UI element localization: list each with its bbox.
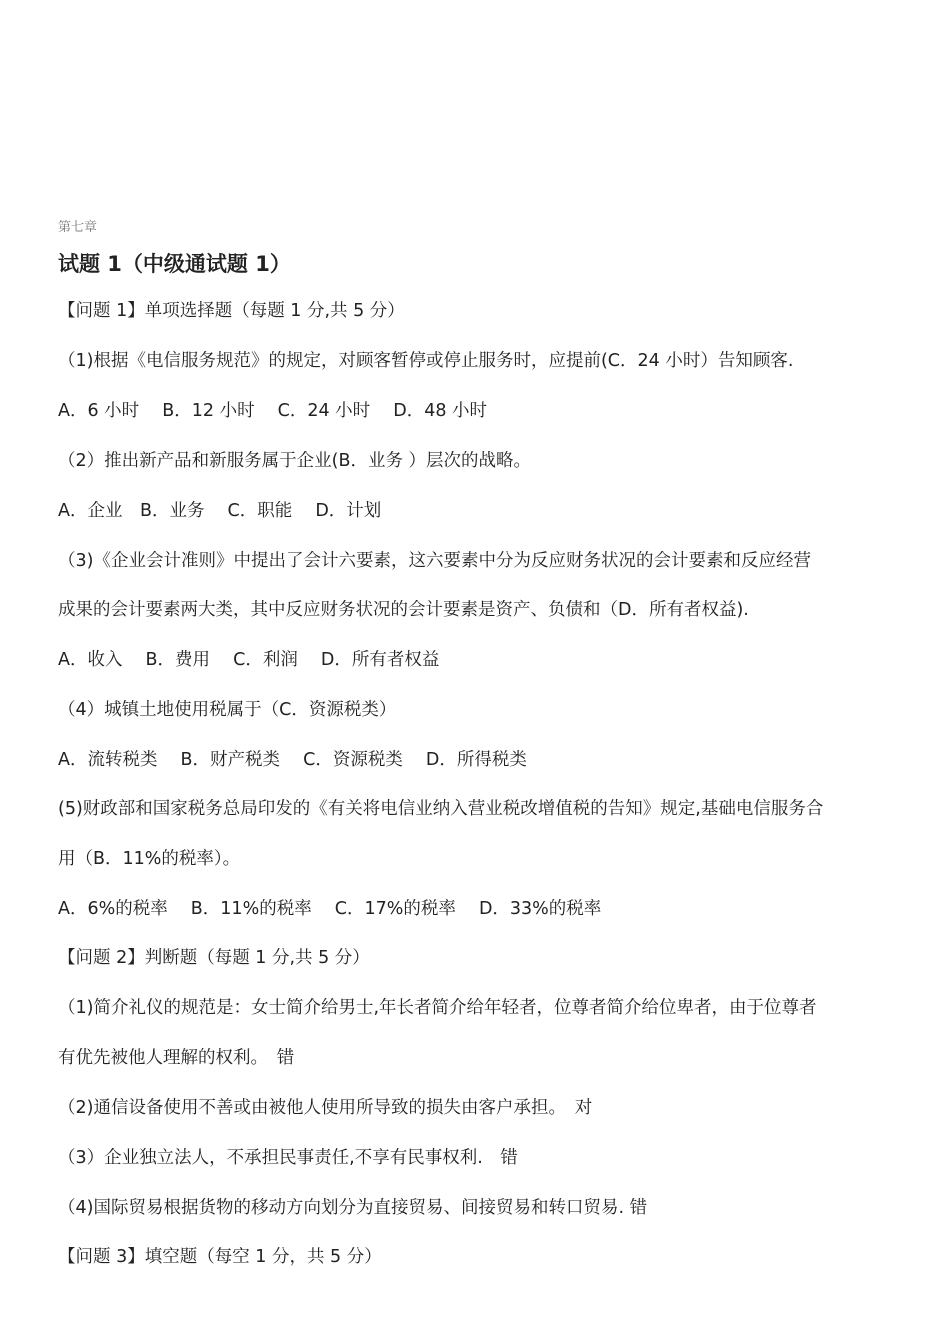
options-1-4: A．流转税类 B．财产税类 C．资源税类 D．所得税类 <box>58 750 527 770</box>
options-1-2: A．企业 B．业务 C．职能 D．计划 <box>58 501 382 521</box>
question-1-5: (5)财政部和国家税务总局印发的《有关将电信业纳入营业税改增值税的告知》规定,基础电信服务合 <box>58 799 824 819</box>
question-2-3: （3）企业独立法人，不承担民事责任,不享有民事权利. 错 <box>58 1148 518 1168</box>
question-1-2: （2）推出新产品和新服务属于企业(B．业务 ）层次的战略。 <box>58 451 532 471</box>
options-1-1: A．6 小时 B．12 小时 C．24 小时 D．48 小时 <box>58 401 488 421</box>
question-1-5-cont: 用（B．11%的税率）。 <box>58 849 241 869</box>
section-heading-1: 【问题 1】单项选择题（每题 1 分,共 5 分） <box>58 301 405 321</box>
question-1-3-cont: 成果的会计要素两大类，其中反应财务状况的会计要素是资产、负债和（D．所有者权益). <box>58 600 749 620</box>
section-heading-2: 【问题 2】判断题（每题 1 分,共 5 分） <box>58 948 370 968</box>
question-2-4: （4)国际贸易根据货物的移动方向划分为直接贸易、间接贸易和转口贸易. 错 <box>58 1198 648 1218</box>
options-1-3: A．收入 B．费用 C．利润 D．所有者权益 <box>58 650 440 670</box>
question-2-1: （1)简介礼仪的规范是：女士简介给男士,年长者简介给年轻者，位尊者简介给位卑者，由于位尊者 <box>58 998 817 1018</box>
question-2-1-cont: 有优先被他人理解的权利。 错 <box>58 1048 295 1068</box>
question-1-1: （1)根据《电信服务规范》的规定，对顾客暂停或停止服务时，应提前(C．24 小时）告知顾客. <box>58 351 794 371</box>
page-title: 试题 1（中级通试题 1） <box>58 252 291 276</box>
options-1-5: A．6%的税率 B．11%的税率 C．17%的税率 D．33%的税率 <box>58 899 602 919</box>
section-heading-3: 【问题 3】填空题（每空 1 分，共 5 分） <box>58 1247 382 1267</box>
chapter-label: 第七章 <box>58 220 98 235</box>
question-1-3: （3)《企业会计准则》中提出了会计六要素，这六要素中分为反应财务状况的会计要素和反应经营 <box>58 551 811 571</box>
question-2-2: （2)通信设备使用不善或由被他人使用所导致的损失由客户承担。 对 <box>58 1098 593 1118</box>
question-1-4: （4）城镇土地使用税属于（C．资源税类） <box>58 700 397 720</box>
